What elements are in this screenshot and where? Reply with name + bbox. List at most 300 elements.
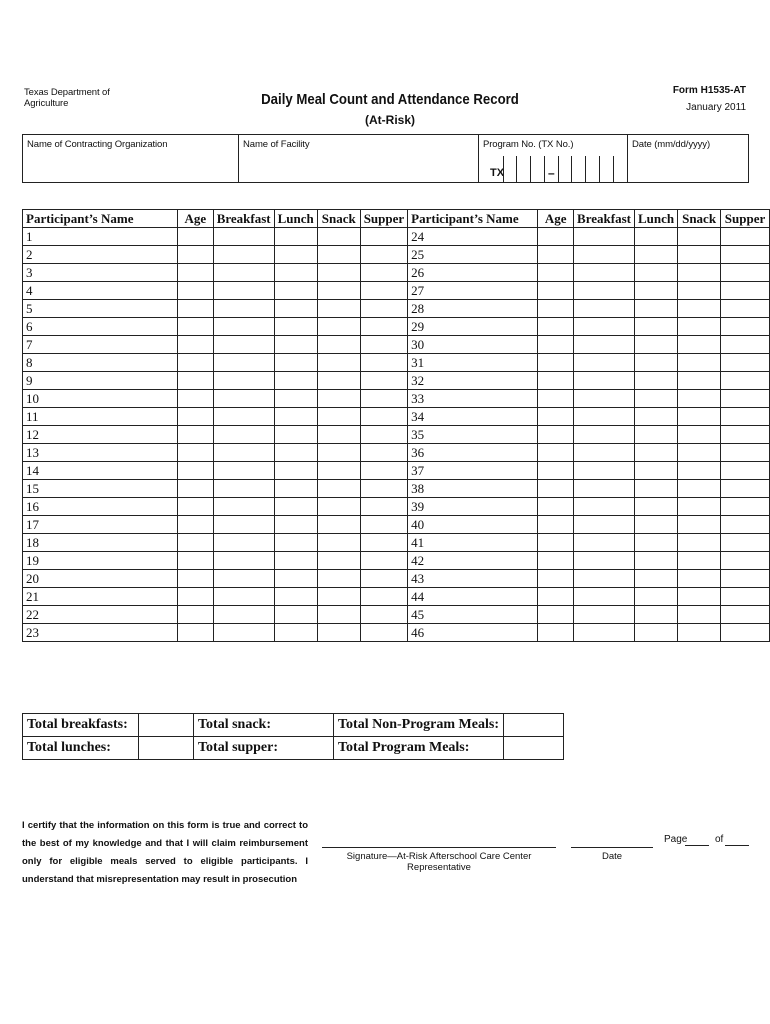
lunch-cell[interactable] xyxy=(634,300,677,318)
supper-cell[interactable] xyxy=(360,408,407,426)
snack-cell[interactable] xyxy=(678,606,721,624)
participant-name-cell[interactable]: 22 xyxy=(23,606,178,624)
breakfast-cell[interactable] xyxy=(574,462,635,480)
lunch-cell[interactable] xyxy=(634,498,677,516)
participant-name-cell[interactable]: 16 xyxy=(23,498,178,516)
snack-cell[interactable] xyxy=(317,498,360,516)
snack-cell[interactable] xyxy=(678,624,721,642)
supper-cell[interactable] xyxy=(721,246,770,264)
age-cell[interactable] xyxy=(538,480,574,498)
supper-cell[interactable] xyxy=(360,480,407,498)
age-cell[interactable] xyxy=(178,300,214,318)
participant-name-cell[interactable]: 6 xyxy=(23,318,178,336)
total-non-program-field[interactable] xyxy=(503,714,563,737)
breakfast-cell[interactable] xyxy=(213,228,274,246)
lunch-cell[interactable] xyxy=(634,624,677,642)
snack-cell[interactable] xyxy=(678,408,721,426)
age-cell[interactable] xyxy=(538,372,574,390)
participant-name-cell[interactable]: 38 xyxy=(408,480,538,498)
supper-cell[interactable] xyxy=(721,624,770,642)
supper-cell[interactable] xyxy=(360,444,407,462)
lunch-cell[interactable] xyxy=(634,462,677,480)
breakfast-cell[interactable] xyxy=(574,390,635,408)
supper-cell[interactable] xyxy=(721,426,770,444)
lunch-cell[interactable] xyxy=(274,516,317,534)
participant-name-cell[interactable]: 40 xyxy=(408,516,538,534)
snack-cell[interactable] xyxy=(317,372,360,390)
participant-name-cell[interactable]: 24 xyxy=(408,228,538,246)
breakfast-cell[interactable] xyxy=(213,552,274,570)
lunch-cell[interactable] xyxy=(274,300,317,318)
participant-name-cell[interactable]: 9 xyxy=(23,372,178,390)
participant-name-cell[interactable]: 27 xyxy=(408,282,538,300)
breakfast-cell[interactable] xyxy=(213,246,274,264)
age-cell[interactable] xyxy=(538,408,574,426)
supper-cell[interactable] xyxy=(360,318,407,336)
lunch-cell[interactable] xyxy=(274,552,317,570)
breakfast-cell[interactable] xyxy=(213,426,274,444)
supper-cell[interactable] xyxy=(360,552,407,570)
breakfast-cell[interactable] xyxy=(213,318,274,336)
snack-cell[interactable] xyxy=(678,372,721,390)
supper-cell[interactable] xyxy=(360,282,407,300)
snack-cell[interactable] xyxy=(678,282,721,300)
supper-cell[interactable] xyxy=(360,336,407,354)
supper-cell[interactable] xyxy=(721,300,770,318)
age-cell[interactable] xyxy=(538,246,574,264)
participant-name-cell[interactable]: 30 xyxy=(408,336,538,354)
snack-cell[interactable] xyxy=(317,300,360,318)
snack-cell[interactable] xyxy=(317,444,360,462)
snack-cell[interactable] xyxy=(678,264,721,282)
participant-name-cell[interactable]: 17 xyxy=(23,516,178,534)
breakfast-cell[interactable] xyxy=(213,498,274,516)
age-cell[interactable] xyxy=(538,228,574,246)
supper-cell[interactable] xyxy=(721,588,770,606)
supper-cell[interactable] xyxy=(721,318,770,336)
age-cell[interactable] xyxy=(178,570,214,588)
snack-cell[interactable] xyxy=(317,516,360,534)
supper-cell[interactable] xyxy=(721,264,770,282)
breakfast-cell[interactable] xyxy=(213,480,274,498)
breakfast-cell[interactable] xyxy=(574,606,635,624)
snack-cell[interactable] xyxy=(678,300,721,318)
program-digit-box[interactable] xyxy=(600,156,614,182)
participant-name-cell[interactable]: 26 xyxy=(408,264,538,282)
breakfast-cell[interactable] xyxy=(574,354,635,372)
lunch-cell[interactable] xyxy=(274,246,317,264)
lunch-cell[interactable] xyxy=(634,246,677,264)
age-cell[interactable] xyxy=(178,624,214,642)
supper-cell[interactable] xyxy=(360,570,407,588)
supper-cell[interactable] xyxy=(360,624,407,642)
participant-name-cell[interactable]: 18 xyxy=(23,534,178,552)
participant-name-cell[interactable]: 45 xyxy=(408,606,538,624)
participant-name-cell[interactable]: 11 xyxy=(23,408,178,426)
breakfast-cell[interactable] xyxy=(574,624,635,642)
breakfast-cell[interactable] xyxy=(574,444,635,462)
snack-cell[interactable] xyxy=(317,336,360,354)
snack-cell[interactable] xyxy=(317,228,360,246)
snack-cell[interactable] xyxy=(678,570,721,588)
age-cell[interactable] xyxy=(538,354,574,372)
total-breakfasts-label: Total breakfasts: xyxy=(23,714,139,737)
supper-cell[interactable] xyxy=(721,336,770,354)
age-cell[interactable] xyxy=(538,336,574,354)
date-line[interactable] xyxy=(571,847,653,848)
breakfast-cell[interactable] xyxy=(213,354,274,372)
supper-cell[interactable] xyxy=(360,534,407,552)
age-cell[interactable] xyxy=(538,300,574,318)
table-row xyxy=(23,444,770,462)
supper-cell[interactable] xyxy=(721,516,770,534)
age-cell[interactable] xyxy=(178,264,214,282)
lunch-cell[interactable] xyxy=(274,606,317,624)
age-cell[interactable] xyxy=(538,606,574,624)
lunch-cell[interactable] xyxy=(274,588,317,606)
lunch-cell[interactable] xyxy=(274,408,317,426)
age-cell[interactable] xyxy=(178,354,214,372)
age-cell[interactable] xyxy=(178,552,214,570)
age-cell[interactable] xyxy=(538,588,574,606)
age-cell[interactable] xyxy=(178,282,214,300)
supper-cell[interactable] xyxy=(360,354,407,372)
supper-cell[interactable] xyxy=(721,480,770,498)
participant-name-cell[interactable]: 34 xyxy=(408,408,538,426)
supper-cell[interactable] xyxy=(721,408,770,426)
supper-cell[interactable] xyxy=(360,498,407,516)
supper-cell[interactable] xyxy=(721,498,770,516)
age-cell[interactable] xyxy=(538,462,574,480)
breakfast-cell[interactable] xyxy=(213,606,274,624)
snack-cell[interactable] xyxy=(317,264,360,282)
program-digit-box[interactable] xyxy=(586,156,600,182)
age-cell[interactable] xyxy=(178,372,214,390)
breakfast-cell[interactable] xyxy=(213,336,274,354)
snack-cell[interactable] xyxy=(317,606,360,624)
total-breakfasts-field[interactable] xyxy=(139,714,194,737)
snack-cell[interactable] xyxy=(317,282,360,300)
supper-cell[interactable] xyxy=(721,444,770,462)
supper-cell[interactable] xyxy=(360,228,407,246)
total-non-program-label[interactable]: Total Non-Program Meals: xyxy=(334,714,504,737)
snack-cell[interactable] xyxy=(678,516,721,534)
snack-cell[interactable] xyxy=(678,552,721,570)
participant-name-cell[interactable]: 36 xyxy=(408,444,538,462)
age-cell[interactable] xyxy=(178,444,214,462)
snack-cell[interactable] xyxy=(678,588,721,606)
age-cell[interactable] xyxy=(178,408,214,426)
breakfast-cell[interactable] xyxy=(213,300,274,318)
supper-cell[interactable] xyxy=(721,354,770,372)
breakfast-cell[interactable] xyxy=(213,534,274,552)
supper-cell[interactable] xyxy=(360,606,407,624)
lunch-cell[interactable] xyxy=(634,534,677,552)
snack-cell[interactable] xyxy=(317,624,360,642)
page-total-line[interactable] xyxy=(725,845,749,846)
lunch-cell[interactable] xyxy=(634,336,677,354)
breakfast-cell[interactable] xyxy=(213,372,274,390)
lunch-cell[interactable] xyxy=(634,444,677,462)
supper-cell[interactable] xyxy=(360,462,407,480)
breakfast-cell[interactable] xyxy=(213,408,274,426)
snack-cell[interactable] xyxy=(678,534,721,552)
breakfast-cell[interactable] xyxy=(213,588,274,606)
lunch-cell[interactable] xyxy=(634,606,677,624)
snack-cell[interactable] xyxy=(678,318,721,336)
age-cell[interactable] xyxy=(538,624,574,642)
snack-cell[interactable] xyxy=(678,354,721,372)
snack-cell[interactable] xyxy=(678,480,721,498)
participant-name-cell[interactable]: 21 xyxy=(23,588,178,606)
supper-cell[interactable] xyxy=(721,534,770,552)
total-program-label[interactable]: Total Program Meals: xyxy=(334,737,504,760)
breakfast-cell[interactable] xyxy=(213,390,274,408)
snack-cell[interactable] xyxy=(317,570,360,588)
lunch-cell[interactable] xyxy=(634,480,677,498)
breakfast-cell[interactable] xyxy=(574,516,635,534)
breakfast-cell[interactable] xyxy=(213,444,274,462)
age-cell[interactable] xyxy=(178,462,214,480)
lunch-cell[interactable] xyxy=(634,228,677,246)
age-cell[interactable] xyxy=(538,552,574,570)
lunch-cell[interactable] xyxy=(274,480,317,498)
lunch-cell[interactable] xyxy=(274,318,317,336)
snack-cell[interactable] xyxy=(317,552,360,570)
snack-cell[interactable] xyxy=(678,390,721,408)
age-cell[interactable] xyxy=(178,390,214,408)
age-cell[interactable] xyxy=(178,588,214,606)
snack-cell[interactable] xyxy=(317,426,360,444)
participant-name-cell[interactable]: 33 xyxy=(408,390,538,408)
age-cell[interactable] xyxy=(538,318,574,336)
age-cell[interactable] xyxy=(178,318,214,336)
breakfast-cell[interactable] xyxy=(574,552,635,570)
age-cell[interactable] xyxy=(178,498,214,516)
supper-cell[interactable] xyxy=(360,588,407,606)
date-field[interactable] xyxy=(628,135,748,182)
supper-cell[interactable] xyxy=(360,300,407,318)
age-cell[interactable] xyxy=(178,480,214,498)
lunch-cell[interactable] xyxy=(274,624,317,642)
snack-cell[interactable] xyxy=(317,534,360,552)
age-cell[interactable] xyxy=(178,516,214,534)
snack-cell[interactable] xyxy=(317,408,360,426)
breakfast-cell[interactable] xyxy=(574,282,635,300)
lunch-cell[interactable] xyxy=(274,462,317,480)
lunch-cell[interactable] xyxy=(634,516,677,534)
supper-cell[interactable] xyxy=(360,264,407,282)
snack-cell[interactable] xyxy=(678,498,721,516)
participant-name-cell[interactable]: 35 xyxy=(408,426,538,444)
program-digit-box[interactable] xyxy=(572,156,586,182)
participant-name-cell[interactable]: 14 xyxy=(23,462,178,480)
participant-name-cell[interactable]: 43 xyxy=(408,570,538,588)
participant-name-cell[interactable]: 20 xyxy=(23,570,178,588)
participant-name-cell[interactable]: 4 xyxy=(23,282,178,300)
lunch-cell[interactable] xyxy=(634,426,677,444)
age-cell[interactable] xyxy=(538,282,574,300)
snack-cell[interactable] xyxy=(317,246,360,264)
total-program-field[interactable] xyxy=(503,737,563,760)
supper-cell[interactable] xyxy=(360,246,407,264)
participant-name-cell[interactable]: 31 xyxy=(408,354,538,372)
age-cell[interactable] xyxy=(538,264,574,282)
participant-name-cell[interactable]: 15 xyxy=(23,480,178,498)
participant-name-cell[interactable]: 29 xyxy=(408,318,538,336)
snack-cell[interactable] xyxy=(678,228,721,246)
age-cell[interactable] xyxy=(538,534,574,552)
breakfast-cell[interactable] xyxy=(213,282,274,300)
lunch-cell[interactable] xyxy=(274,354,317,372)
breakfast-cell[interactable] xyxy=(574,534,635,552)
lunch-cell[interactable] xyxy=(634,372,677,390)
participant-name-cell[interactable]: 10 xyxy=(23,390,178,408)
program-digit-box[interactable] xyxy=(503,156,517,182)
breakfast-cell[interactable] xyxy=(213,516,274,534)
lunch-cell[interactable] xyxy=(274,336,317,354)
age-cell[interactable] xyxy=(538,516,574,534)
lunch-cell[interactable] xyxy=(274,426,317,444)
breakfast-cell[interactable] xyxy=(213,264,274,282)
supper-cell[interactable] xyxy=(721,372,770,390)
participant-name-cell[interactable]: 7 xyxy=(23,336,178,354)
breakfast-cell[interactable] xyxy=(213,462,274,480)
contracting-org-field[interactable] xyxy=(23,135,239,182)
supper-cell[interactable] xyxy=(721,462,770,480)
participant-name-cell[interactable]: 8 xyxy=(23,354,178,372)
participant-name-cell[interactable]: 28 xyxy=(408,300,538,318)
lunch-cell[interactable] xyxy=(274,390,317,408)
age-cell[interactable] xyxy=(178,246,214,264)
lunch-cell[interactable] xyxy=(634,570,677,588)
breakfast-cell[interactable] xyxy=(574,264,635,282)
snack-cell[interactable] xyxy=(317,462,360,480)
lunch-cell[interactable] xyxy=(274,498,317,516)
snack-cell[interactable] xyxy=(317,480,360,498)
lunch-cell[interactable] xyxy=(274,570,317,588)
supper-cell[interactable] xyxy=(721,390,770,408)
snack-cell[interactable] xyxy=(678,444,721,462)
breakfast-cell[interactable] xyxy=(574,228,635,246)
age-cell[interactable] xyxy=(538,570,574,588)
breakfast-cell[interactable] xyxy=(213,570,274,588)
breakfast-cell[interactable] xyxy=(574,300,635,318)
facility-field[interactable] xyxy=(239,135,479,182)
participant-name-cell[interactable]: 25 xyxy=(408,246,538,264)
age-cell[interactable] xyxy=(178,606,214,624)
total-lunches-field[interactable] xyxy=(139,737,194,760)
breakfast-cell[interactable] xyxy=(574,480,635,498)
age-cell[interactable] xyxy=(538,498,574,516)
breakfast-cell[interactable] xyxy=(574,570,635,588)
snack-cell[interactable] xyxy=(678,336,721,354)
age-cell[interactable] xyxy=(538,444,574,462)
snack-cell[interactable] xyxy=(678,246,721,264)
participant-name-cell[interactable]: 41 xyxy=(408,534,538,552)
breakfast-cell[interactable] xyxy=(574,408,635,426)
breakfast-cell[interactable] xyxy=(574,372,635,390)
participant-name-cell[interactable]: 37 xyxy=(408,462,538,480)
supper-cell[interactable] xyxy=(360,390,407,408)
breakfast-cell[interactable] xyxy=(574,246,635,264)
supper-cell[interactable] xyxy=(721,282,770,300)
lunch-cell[interactable] xyxy=(274,534,317,552)
lunch-cell[interactable] xyxy=(274,282,317,300)
lunch-cell[interactable] xyxy=(274,372,317,390)
supper-cell[interactable] xyxy=(721,570,770,588)
total-snack-label[interactable]: Total snack: xyxy=(194,714,334,737)
snack-cell[interactable] xyxy=(317,354,360,372)
program-digit-box[interactable] xyxy=(558,156,572,182)
participant-name-cell[interactable]: 32 xyxy=(408,372,538,390)
participant-name-cell[interactable]: 39 xyxy=(408,498,538,516)
lunch-cell[interactable] xyxy=(634,354,677,372)
snack-cell[interactable] xyxy=(317,390,360,408)
total-supper-label[interactable]: Total supper: xyxy=(194,737,334,760)
lunch-cell[interactable] xyxy=(274,444,317,462)
participant-name-cell[interactable]: 13 xyxy=(23,444,178,462)
participant-name-cell[interactable]: 42 xyxy=(408,552,538,570)
lunch-cell[interactable] xyxy=(634,588,677,606)
supper-cell[interactable] xyxy=(360,516,407,534)
participant-name-cell[interactable]: 23 xyxy=(23,624,178,642)
participant-name-cell[interactable]: 3 xyxy=(23,264,178,282)
program-digit-box[interactable] xyxy=(517,156,531,182)
supper-cell[interactable] xyxy=(721,606,770,624)
snack-cell[interactable] xyxy=(678,462,721,480)
supper-cell[interactable] xyxy=(721,552,770,570)
page-number-line[interactable] xyxy=(685,845,709,846)
lunch-cell[interactable] xyxy=(274,264,317,282)
participant-name-cell[interactable]: 2 xyxy=(23,246,178,264)
breakfast-cell[interactable] xyxy=(574,318,635,336)
lunch-cell[interactable] xyxy=(634,264,677,282)
participant-name-cell[interactable]: 5 xyxy=(23,300,178,318)
age-cell[interactable] xyxy=(178,336,214,354)
lunch-cell[interactable] xyxy=(634,282,677,300)
supper-cell[interactable] xyxy=(360,372,407,390)
breakfast-cell[interactable] xyxy=(574,588,635,606)
age-cell[interactable] xyxy=(178,426,214,444)
lunch-cell[interactable] xyxy=(634,408,677,426)
age-cell[interactable] xyxy=(538,426,574,444)
participant-name-cell[interactable]: 1 xyxy=(23,228,178,246)
age-cell[interactable] xyxy=(538,390,574,408)
supper-cell[interactable] xyxy=(721,228,770,246)
snack-cell[interactable] xyxy=(678,426,721,444)
supper-cell[interactable] xyxy=(360,426,407,444)
breakfast-cell[interactable] xyxy=(574,336,635,354)
snack-cell[interactable] xyxy=(317,318,360,336)
breakfast-cell[interactable] xyxy=(213,624,274,642)
breakfast-cell[interactable] xyxy=(574,426,635,444)
participant-name-cell[interactable]: 44 xyxy=(408,588,538,606)
snack-cell[interactable] xyxy=(317,588,360,606)
participant-name-cell[interactable]: 19 xyxy=(23,552,178,570)
lunch-cell[interactable] xyxy=(634,318,677,336)
lunch-cell[interactable] xyxy=(634,390,677,408)
signature-line[interactable] xyxy=(322,847,556,848)
lunch-cell[interactable] xyxy=(274,228,317,246)
participant-name-cell[interactable]: 12 xyxy=(23,426,178,444)
lunch-cell[interactable] xyxy=(634,552,677,570)
breakfast-cell[interactable] xyxy=(574,498,635,516)
age-cell[interactable] xyxy=(178,228,214,246)
age-cell[interactable] xyxy=(178,534,214,552)
program-digit-box[interactable] xyxy=(531,156,545,182)
participant-name-cell[interactable]: 46 xyxy=(408,624,538,642)
